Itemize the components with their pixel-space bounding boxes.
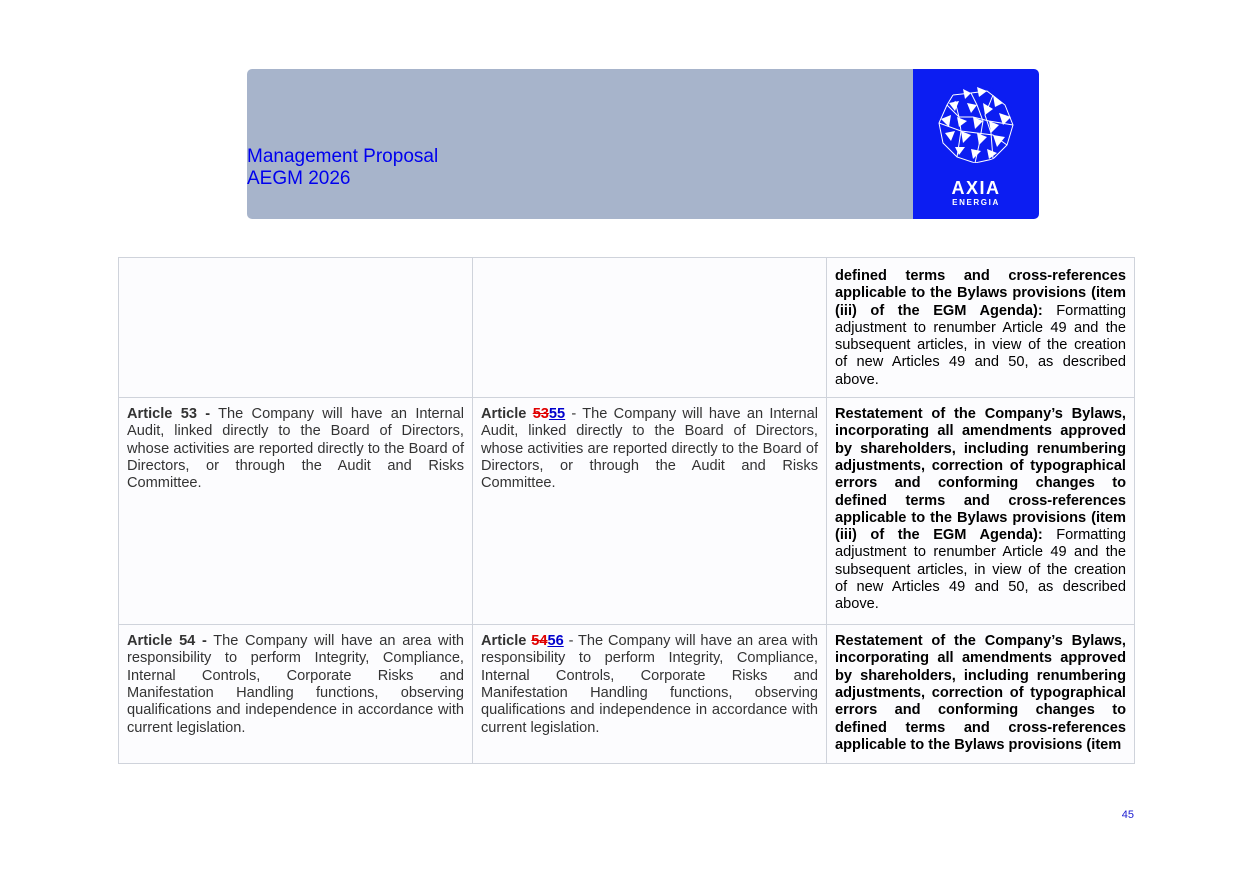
justification-cell <box>827 625 1135 764</box>
justification-cell <box>827 398 1135 625</box>
table-row <box>119 258 1135 398</box>
header-banner <box>247 69 913 219</box>
article-text: The Company will have an Internal Audit, linked directly to the Board of Directors, whose activities are reported directly to the Board of Directors, or through the Audit and Risks Committee. <box>127 406 464 492</box>
proposed-text-cell <box>473 258 827 398</box>
title-line-1: Management Proposal <box>247 146 439 167</box>
article-label: Article 53 - <box>127 406 211 423</box>
proposed-text-cell <box>473 625 827 764</box>
article-label: Article 54 - <box>127 633 207 650</box>
logo-subname: ENERGIA <box>952 198 1000 207</box>
logo-name: AXIA <box>951 178 1001 198</box>
proposed-text-cell <box>473 398 827 625</box>
bylaws-comparison-table <box>118 257 1135 764</box>
title-line-2: AEGM 2026 <box>247 168 351 189</box>
table-row <box>119 625 1135 764</box>
article-word: Article <box>481 633 532 650</box>
globe-icon <box>913 69 1039 179</box>
document-title <box>247 146 438 190</box>
article-text: - The Company will have an area with responsibility to perform Integrity, Compliance, Internal Controls, Corporate Risks and Manifestation Handling functions, observing qualifications and independence in accordance with current legislation. <box>481 633 818 736</box>
page-number: 45 <box>1121 809 1134 821</box>
justification-text: Formatting adjustment to renumber Article 49 and the subsequent articles, in view of the creation of new Articles 49 and 50, as described above. <box>835 302 1127 388</box>
deleted-number: 54 <box>531 633 548 650</box>
inserted-number: 56 <box>547 633 564 650</box>
article-text: - The Company will have an Internal Audit, linked directly to the Board of Directors, whose activities are reported directly to the Board of Directors, or through the Audit and Risks Committee. <box>481 406 818 492</box>
current-text-cell <box>119 625 473 764</box>
justification-cell <box>827 258 1135 398</box>
inserted-number: 55 <box>548 406 566 423</box>
justification-bold: defined terms and cross-references applicable to the Bylaws provisions (item (iii) of the EGM Agenda): <box>835 268 1126 319</box>
justification-bold: Restatement of the Company’s Bylaws, incorporating all amendments approved by shareholders, including renumbering adjustments, correction of typographical errors and conforming changes to defined terms and cross-references applicable to the Bylaws provisions (item <box>835 633 1126 753</box>
justification-text: Formatting adjustment to renumber Article 49 and the subsequent articles, in view of the creation of new Articles 49 and 50, as described above. <box>835 527 1127 613</box>
table-row <box>119 398 1135 625</box>
deleted-number: 53 <box>532 406 549 423</box>
article-text: The Company will have an area with responsibility to perform Integrity, Compliance, Internal Controls, Corporate Risks and Manifestation Handling functions, observing qualifications and independence in accordance with current legislation. <box>127 633 464 736</box>
current-text-cell <box>119 398 473 625</box>
axia-logo <box>913 69 1039 219</box>
current-text-cell <box>119 258 473 398</box>
justification-bold: Restatement of the Company’s Bylaws, incorporating all amendments approved by shareholders, including renumbering adjustments, correction of typographical errors and conforming changes to defined terms and cross-references applicable to the Bylaws provisions (item (iii) of the EGM Agenda): <box>835 406 1126 544</box>
article-word: Article <box>481 406 533 423</box>
